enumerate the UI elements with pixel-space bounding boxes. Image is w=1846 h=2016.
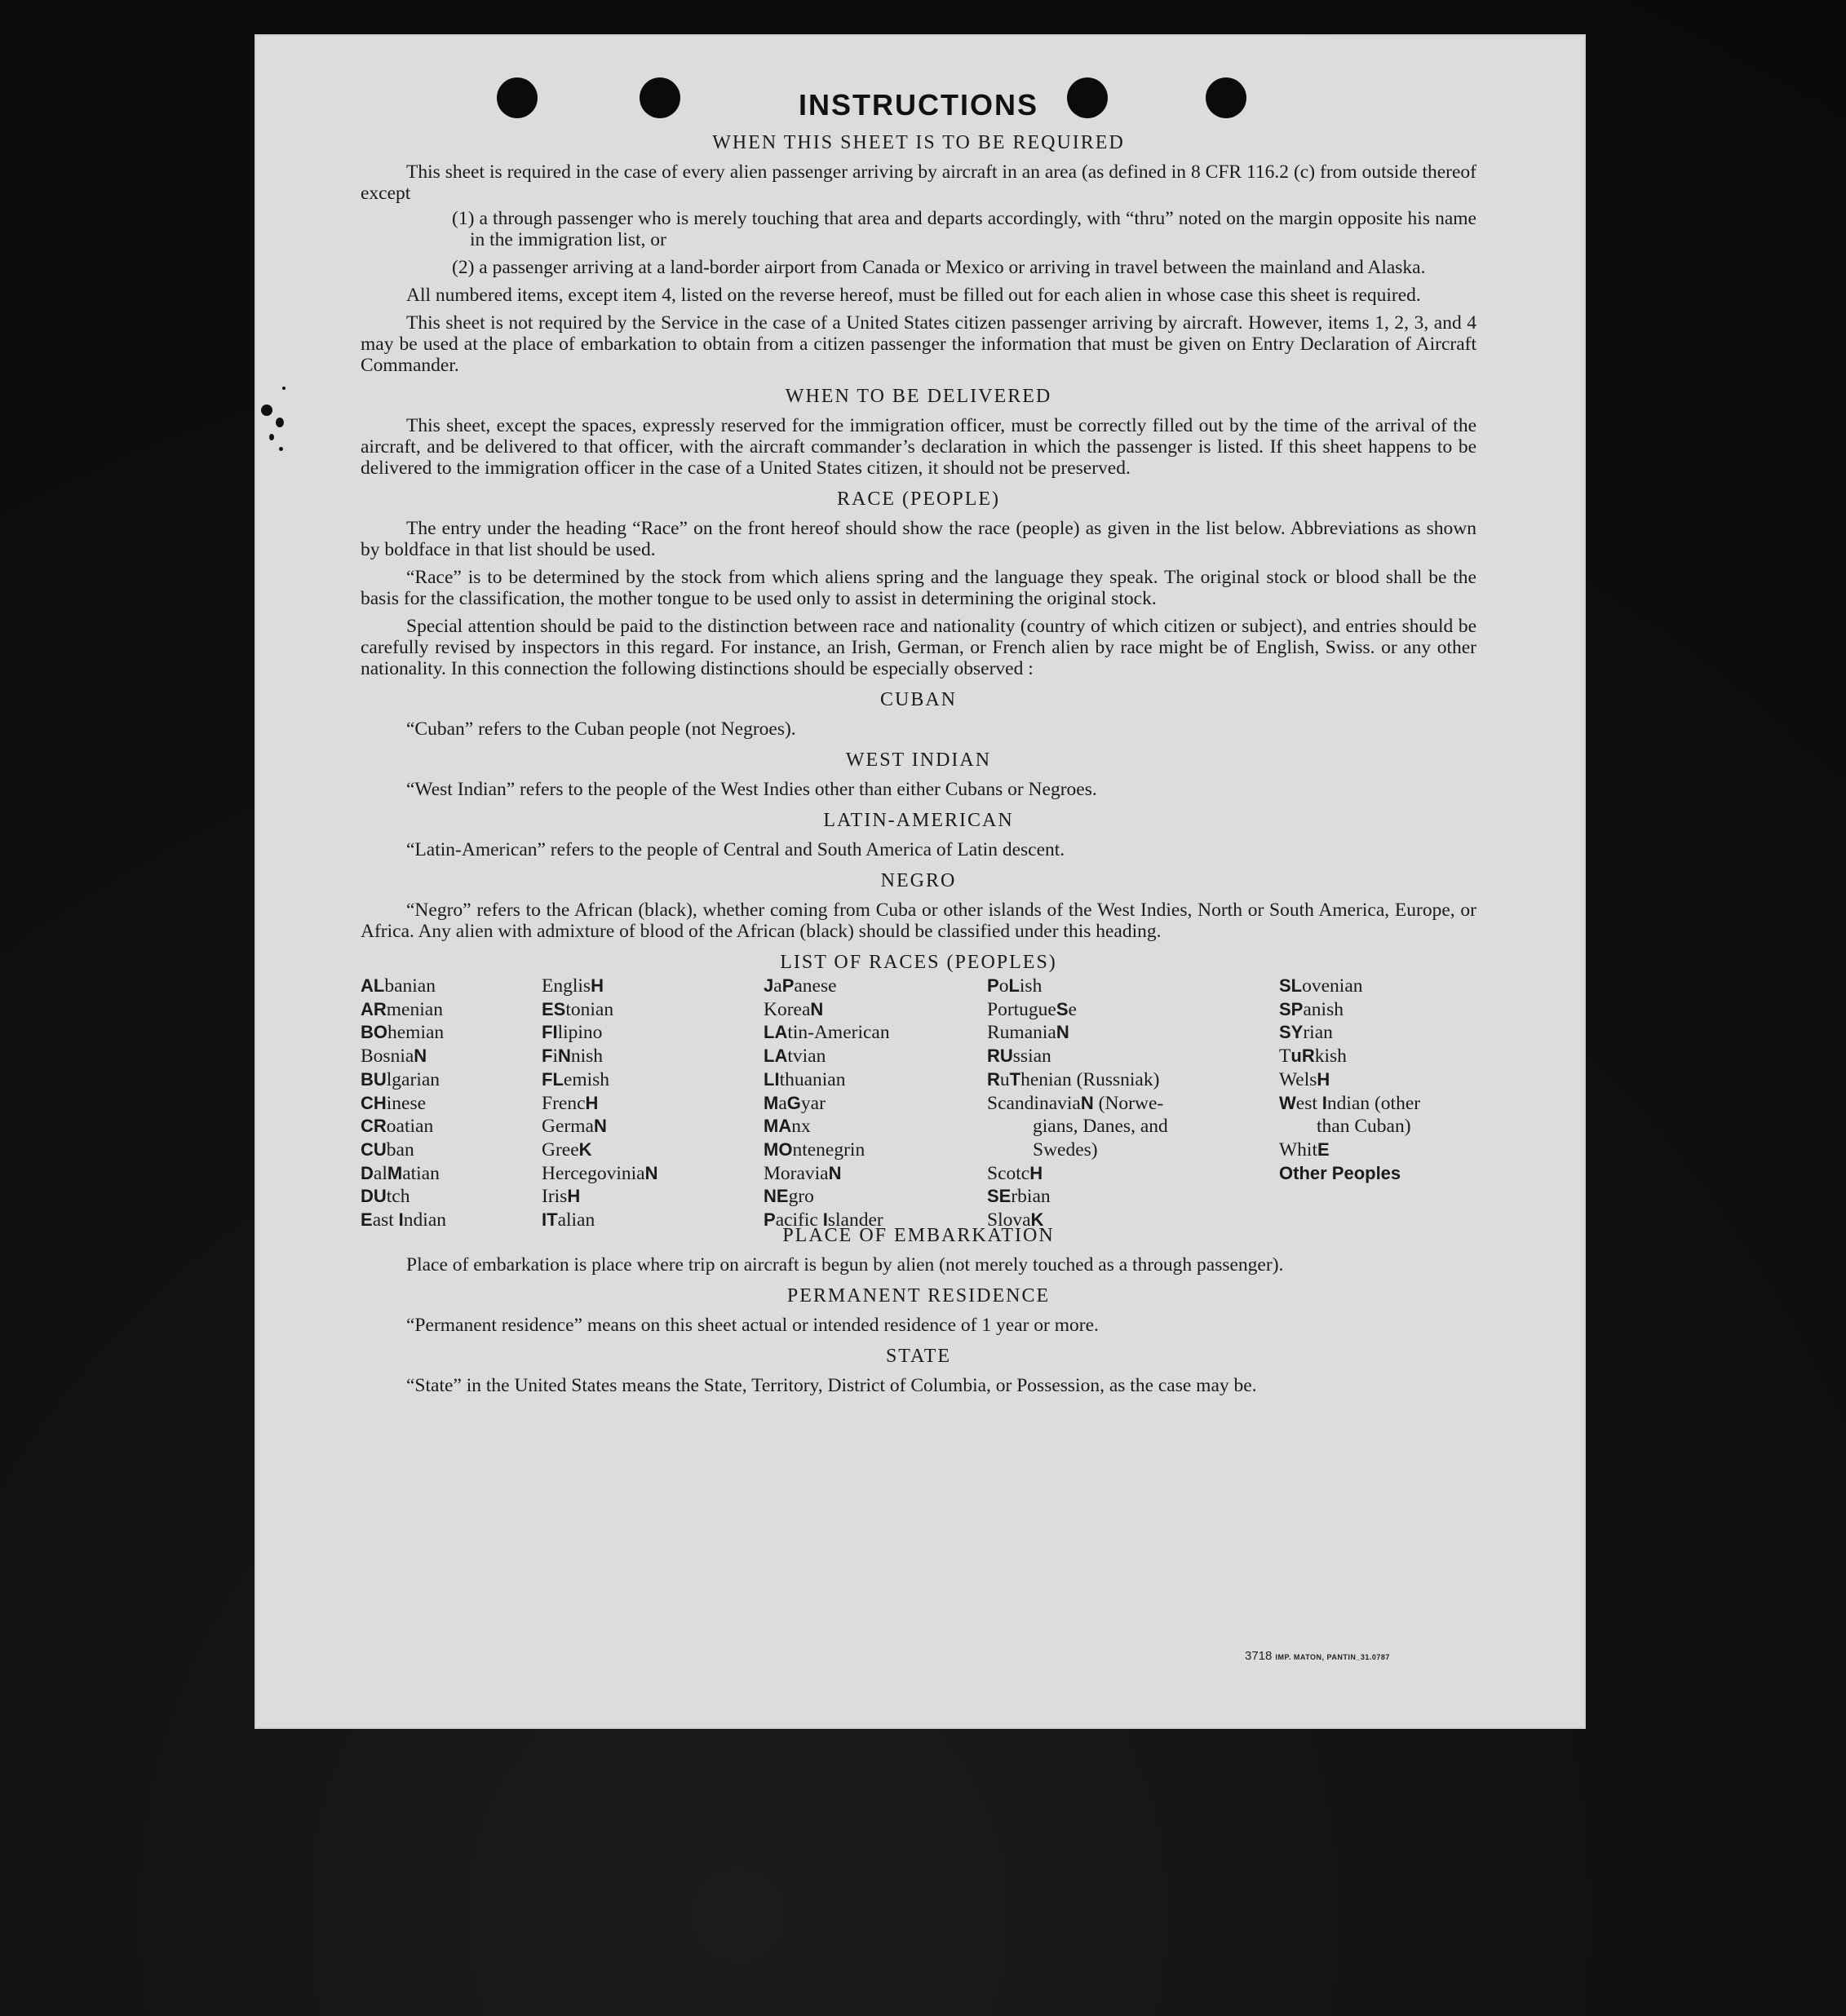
paragraph: “State” in the United States means the State, Territory, District of Columbia, or Possession, as the case may be. xyxy=(406,1375,1257,1396)
race-entry: MOntenegrin xyxy=(764,1138,865,1161)
race-entry: SPanish xyxy=(1279,998,1344,1020)
race-entry: KoreaN xyxy=(764,998,824,1020)
paragraph: This sheet, except the spaces, expressly reserved for the immigration officer, must be correctly filled out by the time of the arrival of the aircraft, and be delivered to that officer, with the aircraft commander’s declaration in which the passenger is listed. If this sheet happens to be delivered to the immigration officer in the case of a United States citizen, it should not be preserved. xyxy=(361,415,1476,479)
race-entry: MoraviaN xyxy=(764,1162,842,1184)
page-title: INSTRUCTIONS xyxy=(799,88,1038,122)
paragraph: “Negro” refers to the African (black), whether coming from Cuba or other islands of the West Indies, North or South America, Europe, or Africa. Any alien with admixture of blood of the African (black) should be classified under this heading. xyxy=(361,900,1476,942)
race-entry: Other Peoples xyxy=(1279,1162,1401,1183)
race-entry: FiNnish xyxy=(542,1046,604,1068)
paragraph: “Latin-American” refers to the people of Central and South America of Latin descent. xyxy=(406,839,1065,860)
paragraph: The entry under the heading “Race” on the front hereof should show the race (people) as given in the list below. Abbreviations as shown by boldface in that list should be used. xyxy=(361,518,1476,560)
paragraph: “Race” is to be determined by the stock from which aliens spring and the language they speak. The original stock or blood shall be the basis for the classification, the mother tongue to be used only to assist in determining the original stock. xyxy=(361,567,1476,609)
heading-when-delivered: WHEN TO BE DELIVERED xyxy=(785,386,1052,407)
race-entry: ALbanian xyxy=(361,975,436,997)
race-entry: PortugueSe xyxy=(987,998,1077,1020)
race-entry: MaGyar xyxy=(764,1092,826,1114)
form-code: 3718 xyxy=(1245,1649,1273,1663)
list-item: (1) a through passenger who is merely touching that area and departs accordingly, with “thru” noted on the margin opposite his name in the immigration list, or xyxy=(452,208,1476,250)
paragraph: “West Indian” refers to the people of the West Indies other than either Cubans or Negroes. xyxy=(406,779,1097,800)
race-entry: DalMatian xyxy=(361,1162,440,1184)
paragraph: This sheet is required in the case of every alien passenger arriving by aircraft in an area (as defined in 8 CFR 116.2 (c) from outside thereof except xyxy=(361,161,1476,204)
race-entry: NEgro xyxy=(764,1186,814,1208)
printer-imprint xyxy=(1245,1649,1390,1663)
race-entry: ARmenian xyxy=(361,998,443,1020)
race-entry: ITalian xyxy=(542,1209,595,1231)
race-entry: EnglisH xyxy=(542,975,604,997)
races-column-2 xyxy=(542,975,657,1232)
race-entry: LIthuanian xyxy=(764,1068,846,1090)
heading-state: STATE xyxy=(885,1346,952,1367)
list-item: (2) a passenger arriving at a land-border airport from Canada or Mexico or arriving in travel between the mainland and Alaska. xyxy=(452,257,1426,278)
race-entry: JaPanese xyxy=(764,975,837,997)
race-entry: FrencH xyxy=(542,1092,599,1114)
races-column-1 xyxy=(361,975,446,1232)
paragraph: Place of embarkation is place where trip on aircraft is begun by alien (not merely touched as a through passenger). xyxy=(406,1254,1284,1275)
race-entry: SLovenian xyxy=(1279,975,1363,997)
race-entry: RuThenian (Russniak) xyxy=(987,1068,1160,1090)
race-entry: RumaniaN xyxy=(987,1022,1069,1044)
race-entry: East Indian xyxy=(361,1209,447,1231)
race-entry: LAtvian xyxy=(764,1046,826,1068)
heading-negro: NEGRO xyxy=(880,870,957,891)
race-entry: WhitE xyxy=(1279,1138,1330,1161)
document-page xyxy=(255,34,1586,1729)
race-entry: LAtin-American xyxy=(764,1022,890,1044)
race-entry: GermaN xyxy=(542,1116,607,1138)
heading-latin-american: LATIN-AMERICAN xyxy=(823,810,1014,831)
heading-when-required: WHEN THIS SHEET IS TO BE REQUIRED xyxy=(712,132,1125,153)
race-entry: IrisH xyxy=(542,1186,581,1208)
races-table xyxy=(361,975,1476,1231)
race-entry: SYrian xyxy=(1279,1022,1333,1044)
heading-place-of-embarkation: PLACE OF EMBARKATION xyxy=(782,1225,1055,1246)
race-entry: MAnx xyxy=(764,1116,811,1138)
instructions-body xyxy=(361,130,1476,1396)
race-entry: ScandinaviaN (Norwe- xyxy=(987,1092,1164,1114)
race-entry: PoLish xyxy=(987,975,1043,997)
race-entry: gians, Danes, and xyxy=(1033,1116,1168,1138)
race-entry: West Indian (other xyxy=(1279,1092,1421,1114)
paragraph: All numbered items, except item 4, listed on the reverse hereof, must be filled out for each alien in whose case this sheet is required. xyxy=(406,285,1421,306)
race-entry: Pacific Islander xyxy=(764,1209,883,1231)
race-entry: Swedes) xyxy=(1033,1138,1098,1161)
race-entry: WelsH xyxy=(1279,1068,1330,1090)
race-entry: SErbian xyxy=(987,1186,1051,1208)
race-entry: than Cuban) xyxy=(1317,1116,1411,1138)
race-entry: CRoatian xyxy=(361,1116,434,1138)
race-entry: CUban xyxy=(361,1138,414,1161)
race-entry: BosniaN xyxy=(361,1046,427,1068)
race-entry: EStonian xyxy=(542,998,614,1020)
heading-west-indian: WEST INDIAN xyxy=(845,749,992,771)
race-entry: BUlgarian xyxy=(361,1068,440,1090)
paragraph: Special attention should be paid to the distinction between race and nationality (country of which citizen or subject), and entries should be carefully revised by inspectors in this regard. For instance, an Irish, German, or French alien by race might be of English, Swiss. or any other nationality. In this connection the following distinctions should be especially observed : xyxy=(361,616,1476,679)
heading-list-of-races: LIST OF RACES (PEOPLES) xyxy=(780,952,1057,973)
paragraph: This sheet is not required by the Service in the case of a United States citizen passenger arriving by aircraft. However, items 1, 2, 3, and 4 may be used at the place of embarkation to obtain from a citizen passenger the information that must be given on Entry Declaration of Aircraft Commander. xyxy=(361,312,1476,376)
heading-permanent-residence: PERMANENT RESIDENCE xyxy=(786,1285,1051,1306)
race-entry: RUssian xyxy=(987,1046,1051,1068)
race-entry: ScotcH xyxy=(987,1162,1043,1184)
races-column-5 xyxy=(1279,975,1476,1185)
paragraph: “Permanent residence” means on this sheet actual or intended residence of 1 year or more. xyxy=(406,1315,1099,1336)
paragraph: “Cuban” refers to the Cuban people (not Negroes). xyxy=(406,718,796,740)
heading-race: RACE (PEOPLE) xyxy=(837,489,1000,510)
race-entry: FIlipino xyxy=(542,1022,603,1044)
race-entry: HercegoviniaN xyxy=(542,1162,658,1184)
race-entry: GreeK xyxy=(542,1138,592,1161)
race-entry: TuRkish xyxy=(1279,1046,1347,1068)
races-column-3 xyxy=(764,975,890,1232)
heading-cuban: CUBAN xyxy=(879,689,957,710)
printer-name: IMP. MATON, PANTIN_31.0787 xyxy=(1275,1653,1390,1661)
races-column-4 xyxy=(987,975,1232,1232)
race-entry: DUtch xyxy=(361,1186,410,1208)
race-entry: BOhemian xyxy=(361,1022,445,1044)
race-entry: CHinese xyxy=(361,1092,427,1114)
race-entry: SlovaK xyxy=(987,1209,1044,1231)
race-entry: FLemish xyxy=(542,1068,610,1090)
